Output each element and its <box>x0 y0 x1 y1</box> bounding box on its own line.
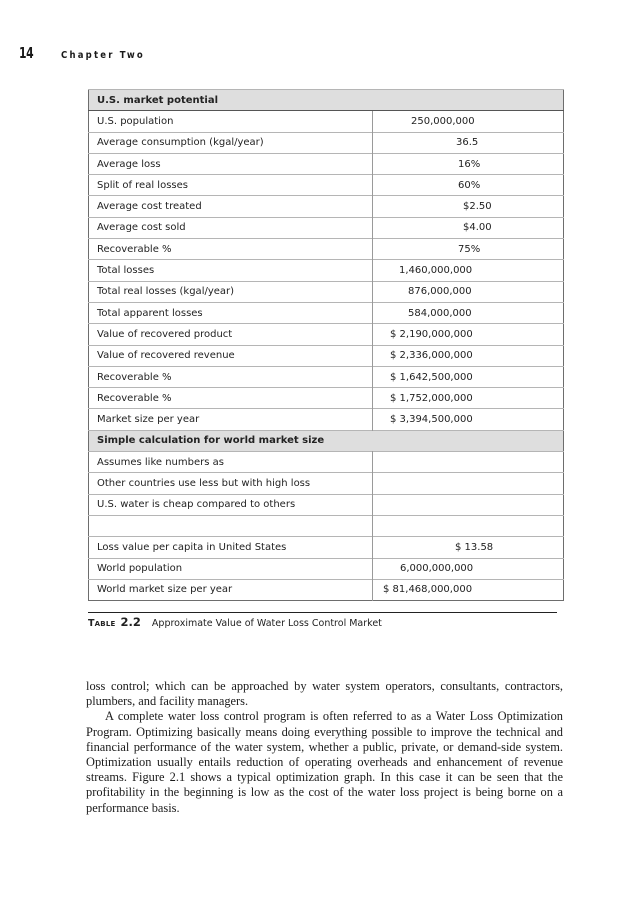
section-title: Simple calculation for world market size <box>89 430 564 451</box>
market-value-table <box>88 89 564 601</box>
row-value-cell <box>373 473 564 494</box>
row-value: 876,000,000 <box>408 286 472 298</box>
row-value: $ 3,394,500,000 <box>390 414 473 426</box>
row-value-cell <box>373 175 564 196</box>
table-row <box>89 537 564 558</box>
row-value-cell <box>373 515 564 536</box>
table-row <box>89 388 564 409</box>
row-label: World market size per year <box>89 579 373 600</box>
row-value: 60% <box>458 179 481 191</box>
row-value-cell <box>373 324 564 345</box>
row-value-cell <box>373 196 564 217</box>
row-label: Loss value per capita in United States <box>89 537 373 558</box>
caption-text: Approximate Value of Water Loss Control Market <box>151 618 382 629</box>
table-row <box>89 324 564 345</box>
row-label: Recoverable % <box>89 239 373 260</box>
row-value-cell <box>373 558 564 579</box>
row-label: Other countries use less but with high loss <box>89 473 373 494</box>
row-label: Average consumption (kgal/year) <box>89 132 373 153</box>
row-value-cell <box>373 494 564 515</box>
section-header-row <box>89 430 564 451</box>
table-body <box>89 90 564 601</box>
row-label: Average cost sold <box>89 217 373 238</box>
table-row <box>89 111 564 132</box>
row-label: U.S. water is cheap compared to others <box>89 494 373 515</box>
row-value: $2.50 <box>463 201 492 213</box>
row-value: $4.00 <box>463 222 492 234</box>
table-row <box>89 153 564 174</box>
page-number: 14 <box>19 44 34 62</box>
row-value-cell <box>373 153 564 174</box>
row-value: 6,000,000,000 <box>400 563 474 575</box>
row-label: Total losses <box>89 260 373 281</box>
row-label: Recoverable % <box>89 388 373 409</box>
row-value: $ 1,642,500,000 <box>390 371 473 383</box>
row-value: 16% <box>458 158 481 170</box>
row-label: U.S. population <box>89 111 373 132</box>
caption-label: Table <box>88 618 116 629</box>
row-value-cell <box>373 239 564 260</box>
table-row <box>89 409 564 430</box>
caption-rule <box>88 612 557 613</box>
table-row <box>89 366 564 387</box>
section-header-row <box>89 90 564 111</box>
row-label: Recoverable % <box>89 366 373 387</box>
row-label: Total apparent losses <box>89 302 373 323</box>
row-label: Value of recovered revenue <box>89 345 373 366</box>
caption-number: 2.2 <box>120 615 141 629</box>
row-value: $ 2,336,000,000 <box>390 350 473 362</box>
section-title: U.S. market potential <box>89 90 564 111</box>
row-value: 1,460,000,000 <box>399 265 473 277</box>
chapter-title: Chapter Two <box>61 50 145 61</box>
table-row <box>89 494 564 515</box>
row-label: Value of recovered product <box>89 324 373 345</box>
row-value-cell <box>373 366 564 387</box>
table-row <box>89 558 564 579</box>
row-value-cell <box>373 537 564 558</box>
row-label: Market size per year <box>89 409 373 430</box>
row-value-cell <box>373 111 564 132</box>
body-text <box>86 679 563 816</box>
row-value-cell <box>373 132 564 153</box>
row-value: $ 13.58 <box>455 541 494 553</box>
row-value-cell <box>373 345 564 366</box>
row-value-cell <box>373 579 564 600</box>
row-value-cell <box>373 260 564 281</box>
table-row <box>89 281 564 302</box>
table-row <box>89 260 564 281</box>
running-head <box>19 44 160 66</box>
table-row <box>89 579 564 600</box>
table-row <box>89 196 564 217</box>
row-value-cell <box>373 217 564 238</box>
body-paragraph: A complete water loss control program is often referred to as a Water Loss Optimization Program. Optimizing basically means doing everything possible to improve the technical and financial performance of the water system, whether a public, private, or demand-side system. Optimization usually entails reduction of operating overheads and enhancement of revenue streams. Figure 2.1 shows a typical optimization graph. In this case it can be seen that the profitability in the beginning is low as the cost of the water loss project is being borne on a performance basis. <box>86 709 563 815</box>
row-label: Assumes like numbers as <box>89 452 373 473</box>
table-row <box>89 239 564 260</box>
row-label: World population <box>89 558 373 579</box>
row-value: $ 2,190,000,000 <box>390 328 473 340</box>
row-value: $ 81,468,000,000 <box>383 584 473 596</box>
row-value-cell <box>373 388 564 409</box>
row-value-cell <box>373 281 564 302</box>
row-value: 75% <box>458 243 481 255</box>
table-row <box>89 473 564 494</box>
row-value: 250,000,000 <box>411 115 475 127</box>
table-row <box>89 452 564 473</box>
row-label: Average loss <box>89 153 373 174</box>
row-value-cell <box>373 302 564 323</box>
row-value: $ 1,752,000,000 <box>390 392 473 404</box>
row-label: Average cost treated <box>89 196 373 217</box>
row-label <box>89 515 373 536</box>
table-row <box>89 302 564 323</box>
row-label: Split of real losses <box>89 175 373 196</box>
row-label: Total real losses (kgal/year) <box>89 281 373 302</box>
table-row <box>89 132 564 153</box>
table-row <box>89 217 564 238</box>
row-value: 584,000,000 <box>408 307 472 319</box>
market-table-container <box>88 89 564 601</box>
table-row <box>89 345 564 366</box>
body-paragraph: loss control; which can be approached by water system operators, consultants, contractors, plumbers, and facility managers. <box>86 679 563 709</box>
row-value-cell <box>373 409 564 430</box>
table-row <box>89 175 564 196</box>
table-row <box>89 515 564 536</box>
table-caption <box>88 615 382 629</box>
row-value: 36.5 <box>456 137 479 149</box>
row-value-cell <box>373 452 564 473</box>
